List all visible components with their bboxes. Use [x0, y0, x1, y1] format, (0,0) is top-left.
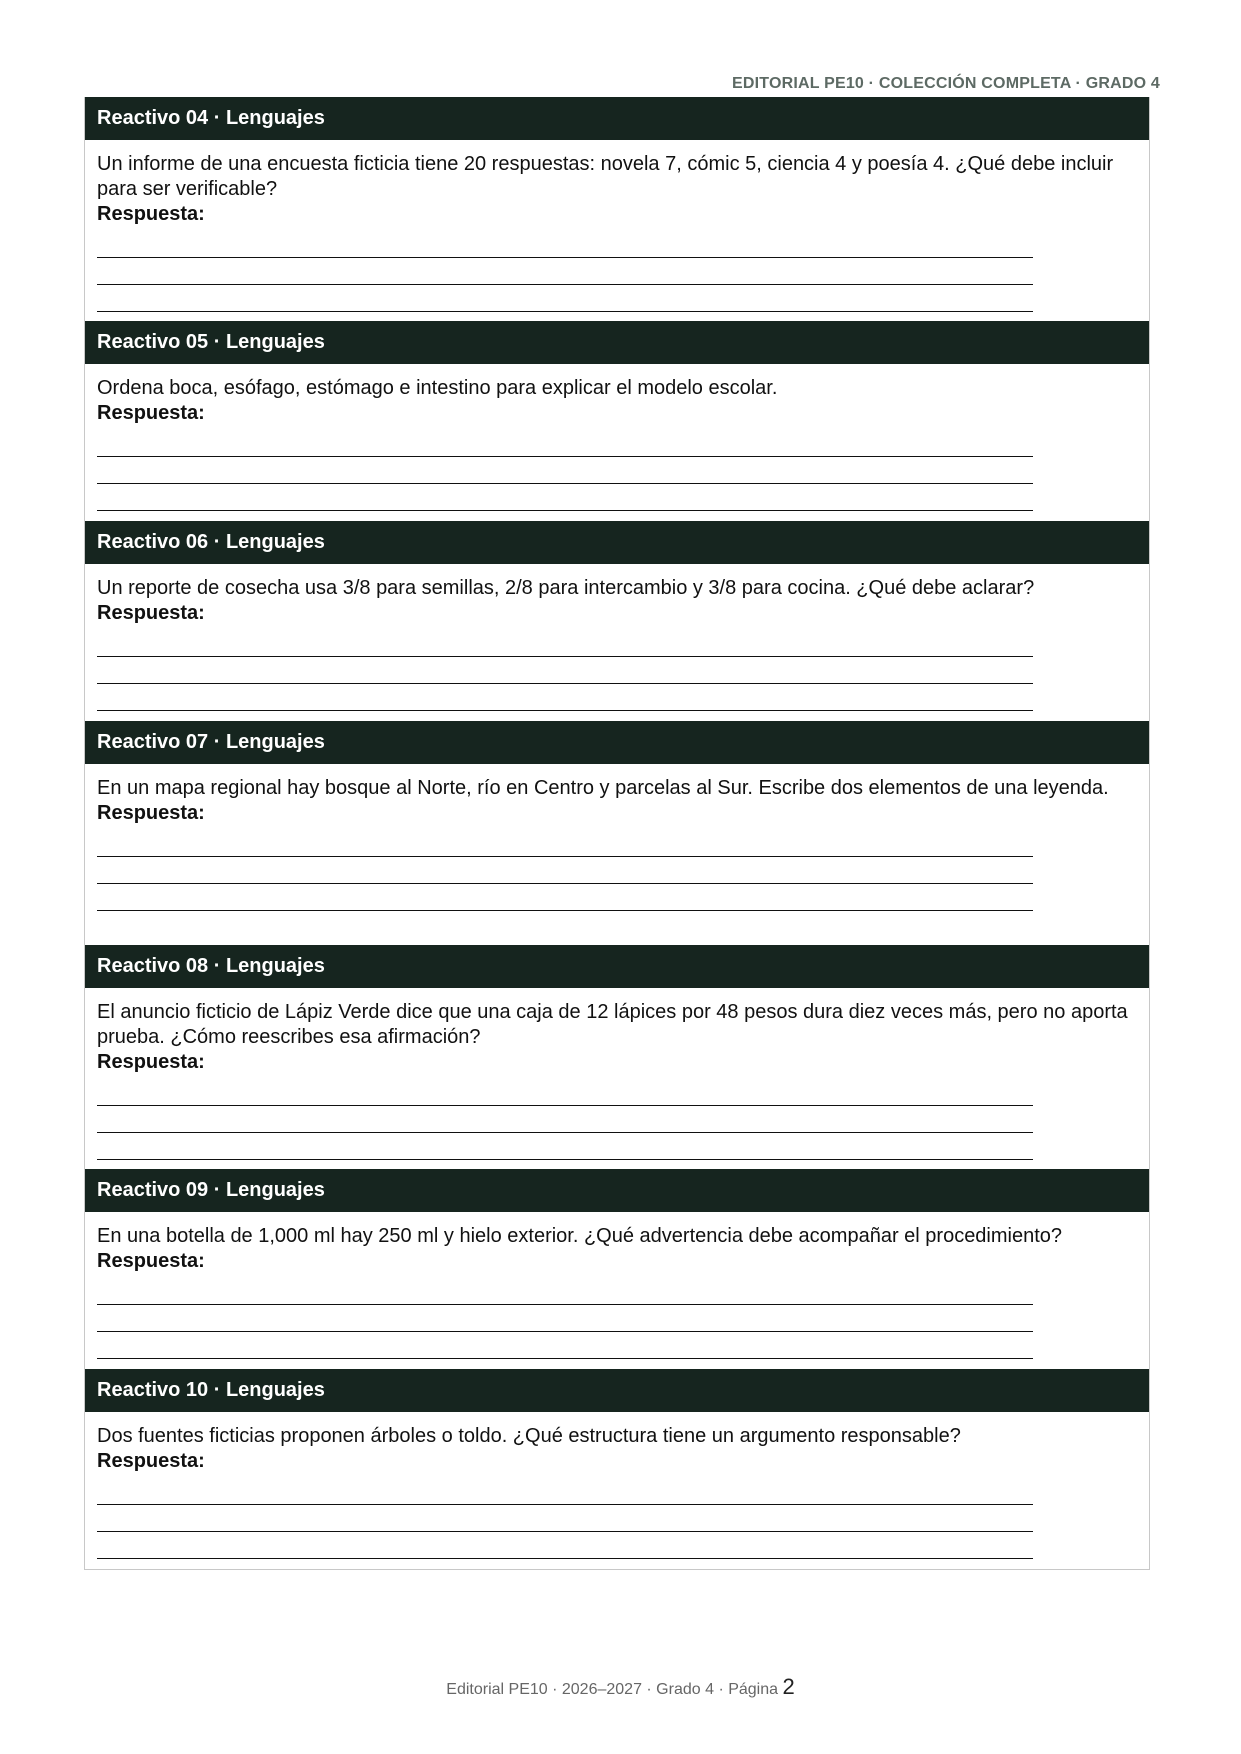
answer-label: Respuesta: [97, 602, 205, 624]
answer-lines[interactable] [97, 630, 1033, 711]
answer-lines[interactable] [97, 231, 1033, 312]
question-title: Reactivo 06 · Lenguajes [85, 521, 1149, 564]
answer-label: Respuesta: [97, 1250, 205, 1272]
answer-line[interactable] [97, 884, 1033, 911]
question-item [85, 1369, 1149, 1569]
answer-line[interactable] [97, 430, 1033, 457]
question-text: Un informe de una encuesta ficticia tiene 20 respuestas: novela 7, cómic 5, ciencia 4 y poesía 4. ¿Qué debe incluir para ser verificable? [97, 153, 1114, 200]
answer-line[interactable] [97, 285, 1033, 312]
footer-text: Editorial PE10 · 2026–2027 · Grado 4 · Página [446, 1681, 779, 1698]
answer-line[interactable] [97, 1079, 1033, 1106]
question-text: Un reporte de cosecha usa 3/8 para semillas, 2/8 para intercambio y 3/8 para cocina. ¿Qué debe aclarar? [97, 577, 1035, 599]
question-title: Reactivo 08 · Lenguajes [85, 945, 1149, 988]
question-body [85, 1212, 1149, 1369]
question-item [85, 721, 1149, 945]
answer-line[interactable] [97, 857, 1033, 884]
answer-line[interactable] [97, 1305, 1033, 1332]
question-item [85, 97, 1149, 321]
question-body [85, 364, 1149, 521]
question-text: En una botella de 1,000 ml hay 250 ml y hielo exterior. ¿Qué advertencia debe acompañar el procedimiento? [97, 1225, 1063, 1247]
question-body [85, 564, 1149, 721]
question-text: Ordena boca, esófago, estómago e intestino para explicar el modelo escolar. [97, 377, 778, 399]
answer-line[interactable] [97, 1532, 1033, 1559]
answer-line[interactable] [97, 657, 1033, 684]
answer-line[interactable] [97, 1106, 1033, 1133]
question-text: Dos fuentes ficticias proponen árboles o toldo. ¿Qué estructura tiene un argumento responsable? [97, 1425, 961, 1447]
answer-line[interactable] [97, 1332, 1033, 1359]
question-list [84, 97, 1150, 1570]
question-body [85, 764, 1149, 945]
answer-line[interactable] [97, 1478, 1033, 1505]
answer-line[interactable] [97, 457, 1033, 484]
question-text: El anuncio ficticio de Lápiz Verde dice que una caja de 12 lápices por 48 pesos dura diez veces más, pero no aporta prueba. ¿Cómo reescribes esa afirmación? [97, 1001, 1128, 1048]
answer-label: Respuesta: [97, 802, 205, 824]
answer-line[interactable] [97, 231, 1033, 258]
answer-lines[interactable] [97, 1478, 1033, 1559]
running-header: EDITORIAL PE10 · COLECCIÓN COMPLETA · GRADO 4 [732, 75, 1160, 92]
answer-label: Respuesta: [97, 1450, 205, 1472]
answer-lines[interactable] [97, 430, 1033, 511]
answer-line[interactable] [97, 1133, 1033, 1160]
question-title: Reactivo 09 · Lenguajes [85, 1169, 1149, 1212]
answer-label: Respuesta: [97, 1051, 205, 1073]
answer-lines[interactable] [97, 1079, 1033, 1160]
answer-line[interactable] [97, 630, 1033, 657]
page-footer [0, 1674, 1241, 1700]
answer-line[interactable] [97, 1278, 1033, 1305]
question-title: Reactivo 04 · Lenguajes [85, 97, 1149, 140]
question-title: Reactivo 10 · Lenguajes [85, 1369, 1149, 1412]
question-title: Reactivo 07 · Lenguajes [85, 721, 1149, 764]
question-title: Reactivo 05 · Lenguajes [85, 321, 1149, 364]
answer-line[interactable] [97, 830, 1033, 857]
question-body [85, 988, 1149, 1169]
answer-line[interactable] [97, 1505, 1033, 1532]
question-item [85, 1169, 1149, 1369]
question-body [85, 1412, 1149, 1569]
answer-line[interactable] [97, 258, 1033, 285]
question-body [85, 140, 1149, 321]
answer-line[interactable] [97, 684, 1033, 711]
answer-line[interactable] [97, 484, 1033, 511]
question-item [85, 521, 1149, 721]
question-text: En un mapa regional hay bosque al Norte, río en Centro y parcelas al Sur. Escribe dos elementos de una leyenda. [97, 777, 1109, 799]
answer-label: Respuesta: [97, 402, 205, 424]
question-item [85, 945, 1149, 1169]
page-number: 2 [782, 1674, 795, 1699]
question-item [85, 321, 1149, 521]
answer-lines[interactable] [97, 1278, 1033, 1359]
answer-label: Respuesta: [97, 203, 205, 225]
answer-lines[interactable] [97, 830, 1033, 911]
